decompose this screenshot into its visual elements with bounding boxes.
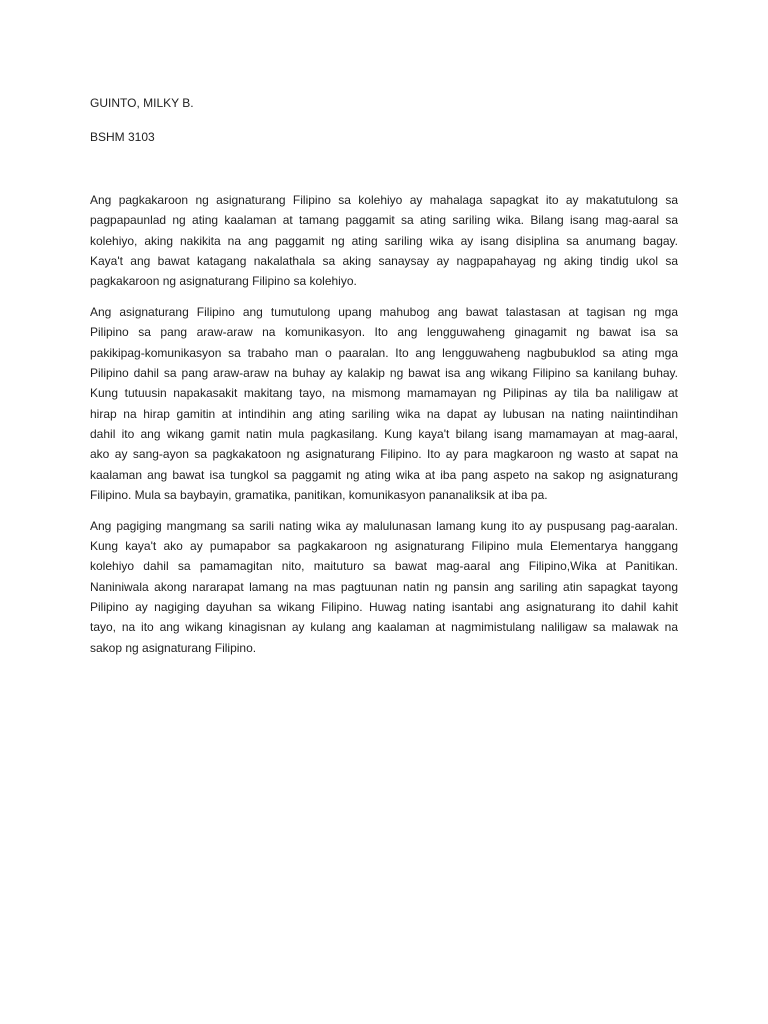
course-section: BSHM 3103 bbox=[90, 130, 155, 144]
text-line: Kung tutuusin napakasakit makitang tayo, na mismong mamamayan ng Pilipinas ay tila ba naliligaw at bbox=[90, 386, 678, 401]
text-line: Pilipino ay nagiging dayuhan sa wikang Filipino. Huwag nating isantabi ang asignaturang ito dahil kahit bbox=[90, 600, 678, 615]
text-line: Ang pagiging mangmang sa sarili nating wika ay malulunasan lamang kung ito ay puspusang pag-aaralan. bbox=[90, 518, 678, 533]
text-line: pakikipag-komunikasyon sa trabaho man o paaralan. Ito ang lengguwaheng nagbubuklod sa ating mga bbox=[90, 345, 678, 360]
text-line: Kung kaya't ako ay pumapabor sa pagkakaroon ng asignaturang Filipino mula Elementarya hanggang bbox=[90, 539, 678, 554]
text-line: kaalaman ang bawat isa tungkol sa paggamit ng ating wika at iba pang aspeto na sakop ng asignaturang bbox=[90, 467, 678, 482]
text-line: Pilipino dahil sa pang araw-araw na buhay ay kalakip ng bawat isa ang wikang Filipino sa kanilang buhay. bbox=[90, 366, 678, 381]
text-line: Naniniwala akong nararapat lamang na mas pagtuunan natin ng pansin ang sariling atin sapagkat tayong bbox=[90, 579, 678, 594]
text-line: Filipino. Mula sa baybayin, gramatika, panitikan, komunikasyon pananaliksik at iba pa. bbox=[90, 487, 548, 502]
text-line: sakop ng asignaturang Filipino. bbox=[90, 640, 257, 655]
text-line: kolehiyo, aking nakikita na ang paggamit ng ating sariling wika ay isang disiplina sa anumang bagay. bbox=[90, 233, 678, 248]
author-name: GUINTO, MILKY B. bbox=[90, 96, 194, 110]
essay-body bbox=[90, 190, 678, 669]
text-line: Kaya't ang bawat katagang nakalathala sa aking sanaysay ay nagpapahayag ng aking tindig ukol sa bbox=[90, 253, 678, 268]
paragraph-1 bbox=[90, 190, 678, 291]
text-line: pagkakaroon ng asignaturang Filipino sa kolehiyo. bbox=[90, 274, 357, 289]
text-line: ako ay sang-ayon sa pagkakatoon ng asignaturang Filipino. Ito ay para magkaroon ng wasto at sapat na bbox=[90, 447, 678, 462]
text-line: dahil ito ang wikang gamit natin mula pagkasilang. Kung kaya't bilang isang mamamayan at mag-aaral, bbox=[90, 426, 678, 441]
text-line: Ang asignaturang Filipino ang tumutulong upang mahubog ang bawat talastasan at tagisan ng mga bbox=[90, 305, 678, 320]
text-line: tayo, na ito ang wikang kinagisnan ay kulang ang kaalaman at nagmimistulang naliligaw sa malawak na bbox=[90, 620, 678, 635]
text-line: Pilipino sa pang araw-araw na komunikasyon. Ito ang lengguwaheng ginagamit ng bawat isa sa bbox=[90, 325, 678, 340]
text-line: Ang pagkakaroon ng asignaturang Filipino sa kolehiyo ay mahalaga sapagkat ito ay makatutulong sa bbox=[90, 193, 678, 207]
text-line: kolehiyo dahil sa pamamagitan nito, maituturo sa bawat mag-aaral ang Filipino,Wika at Panitikan. bbox=[90, 559, 678, 574]
paragraph-3 bbox=[90, 516, 678, 658]
text-line: hirap na hirap gamitin at intindihin ang ating sariling wika na dapat ay lubusan na nating naiintindihan bbox=[90, 406, 678, 421]
text-line: pagpapaunlad ng ating kaalaman at tamang paggamit sa ating sariling wika. Bilang isang mag-aaral sa bbox=[90, 213, 678, 228]
paragraph-2 bbox=[90, 302, 678, 505]
